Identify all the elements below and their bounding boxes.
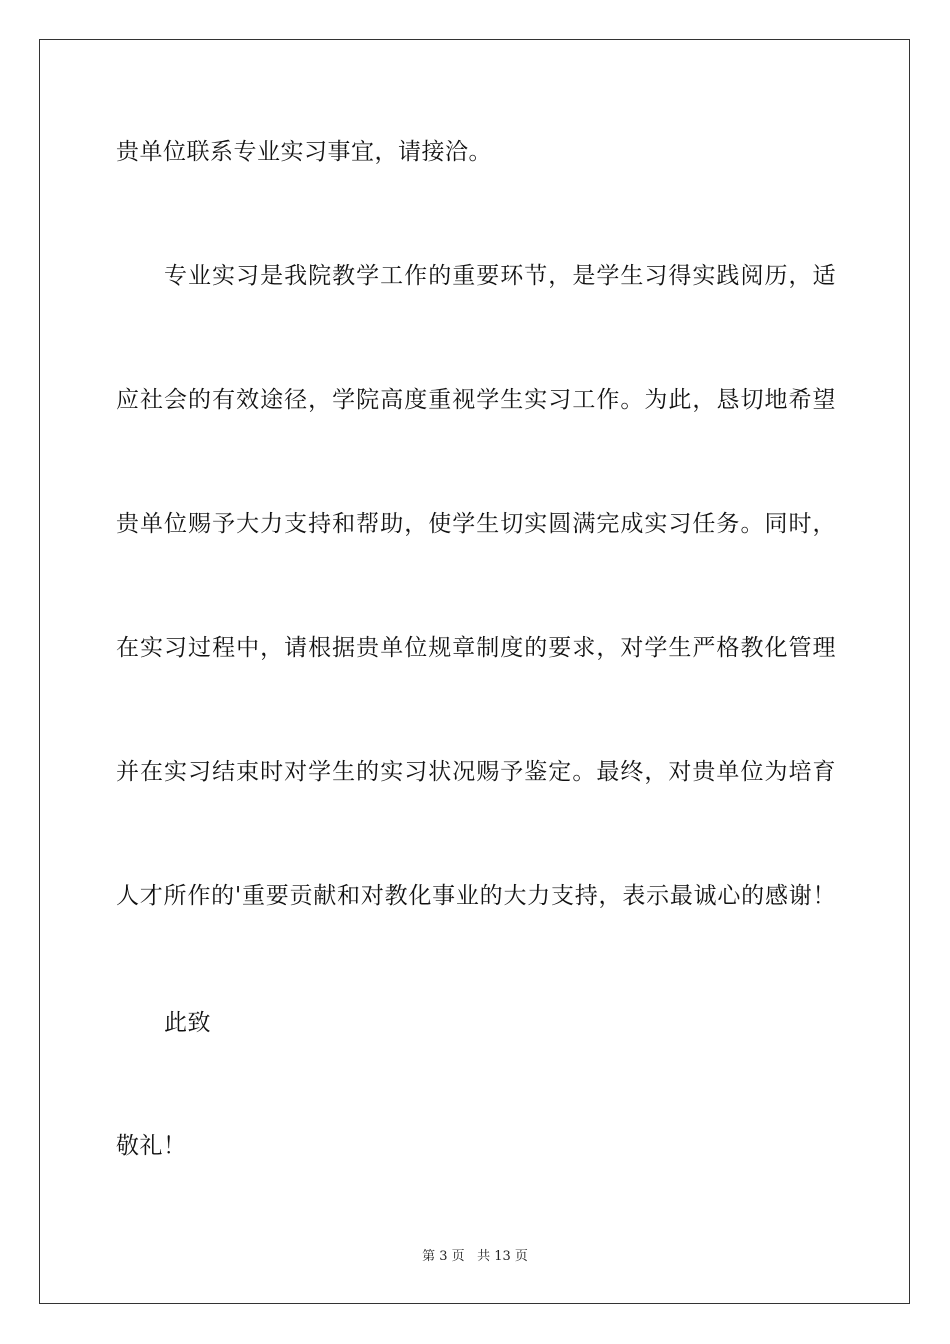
text-line-2: 专业实习是我院教学工作的重要环节，是学生习得实践阅历，适: [164, 263, 836, 289]
text-line-7: 人才所作的'重要贡献和对教化事业的大力支持，表示最诚心的感谢！: [116, 883, 836, 909]
closing-regards: 敬礼！: [116, 1133, 187, 1159]
text-line-3: 应社会的有效途径，学院高度重视学生实习工作。为此，恳切地希望: [116, 387, 836, 413]
text-line-1: 贵单位联系专业实习事宜，请接洽。: [116, 139, 492, 165]
page-total: 共 13 页: [477, 1249, 528, 1264]
page-footer: [0, 1248, 950, 1266]
text-line-4: 贵单位赐予大力支持和帮助，使学生切实圆满完成实习任务。同时，: [116, 511, 836, 537]
text-line-6: 并在实习结束时对学生的实习状况赐予鉴定。最终，对贵单位为培育: [116, 759, 836, 785]
page-number: 第 3 页: [422, 1249, 465, 1264]
text-line-5: 在实习过程中，请根据贵单位规章制度的要求，对学生严格教化管理: [116, 635, 836, 661]
page-border: [39, 39, 910, 1304]
closing-salutation: 此致: [164, 1010, 211, 1036]
